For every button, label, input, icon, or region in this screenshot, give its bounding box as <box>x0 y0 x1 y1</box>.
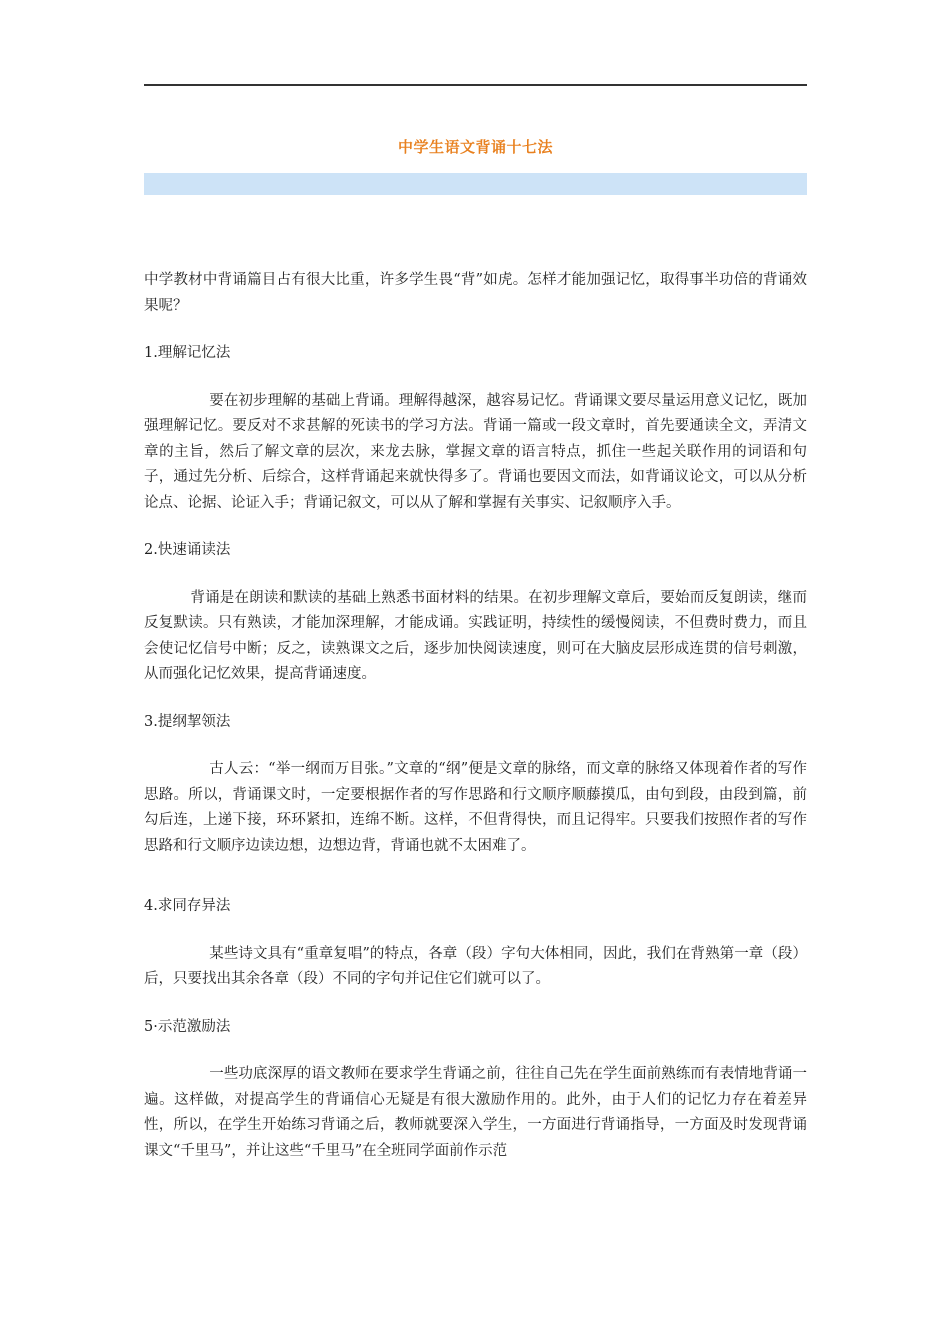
document-title: 中学生语文背诵十七法 <box>397 138 553 156</box>
section-body-2: 背诵是在朗读和默读的基础上熟悉书面材料的结果。在初步理解文章后，要始而反复朗读，继而反复默读。只有熟读，才能加深理解，才能成诵。实践证明，持续性的缓慢阅读，不但费时费力，而且会使记忆信号中断；反之，读熟课文之后，逐步加快阅读速度，则可在大脑皮层形成连贯的信号刺激，从而强化记忆效果，提高背诵速度。 <box>144 589 807 682</box>
document-body <box>144 268 807 1164</box>
section-body-1: 要在初步理解的基础上背诵。理解得越深，越容易记忆。背诵课文要尽量运用意义记忆，既加强理解记忆。要反对不求甚解的死读书的学习方法。背诵一篇或一段文章时，首先要通读全文，弄清文章的主旨，然后了解文章的层次，来龙去脉，掌握文章的语言特点，抓住一些起关联作用的词语和句子，通过先分析、后综合，这样背诵起来就快得多了。背诵也要因文而法，如背诵议论文，可以从分析论点、论据、论证入手；背诵记叙文，可以从了解和掌握有关事实、记叙顺序入手。 <box>144 392 807 511</box>
intro-paragraph: 中学教材中背诵篇目占有很大比重，许多学生畏“背”如虎。怎样才能加强记忆，取得事半功倍的背诵效果呢？ <box>144 272 807 314</box>
section-body-5: 一些功底深厚的语文教师在要求学生背诵之前，往往自己先在学生面前熟练而有表情地背诵一遍。这样做，对提高学生的背诵信心无疑是有很大激励作用的。此外，由于人们的记忆力存在着差异性，所以，在学生开始练习背诵之后，教师就要深入学生，一方面进行背诵指导，一方面及时发现背诵课文“千里马”，并让这些“千里马”在全班同学面前作示范 <box>144 1066 807 1159</box>
section-body-3: 古人云：“举一纲而万目张。”文章的“纲”便是文章的脉络，而文章的脉络又体现着作者的写作思路。所以，背诵课文时，一定要根据作者的写作思路和行文顺序顺藤摸瓜，由句到段，由段到篇，前勾后连，上递下接，环环紧扣，连绵不断。这样，不但背得快，而且记得牢。只要我们按照作者的写作思路和行文顺序边读边想，边想边背，背诵也就不太困难了。 <box>144 761 807 854</box>
section-heading-3: 3.提纲挈领法 <box>144 713 231 730</box>
title-band <box>144 173 807 195</box>
section-heading-4: 4.求同存异法 <box>144 898 231 914</box>
section-heading-2: 2.快速诵读法 <box>144 542 231 558</box>
section-body-4: 某些诗文具有“重章复唱”的特点，各章（段）字句大体相同，因此，我们在背熟第一章（段）后，只要找出其余各章（段）不同的字句并记住它们就可以了。 <box>144 945 807 987</box>
section-heading-1: 1.理解记忆法 <box>144 345 231 361</box>
section-heading-5: 5·示范激励法 <box>144 1018 231 1035</box>
top-rule <box>144 84 807 86</box>
